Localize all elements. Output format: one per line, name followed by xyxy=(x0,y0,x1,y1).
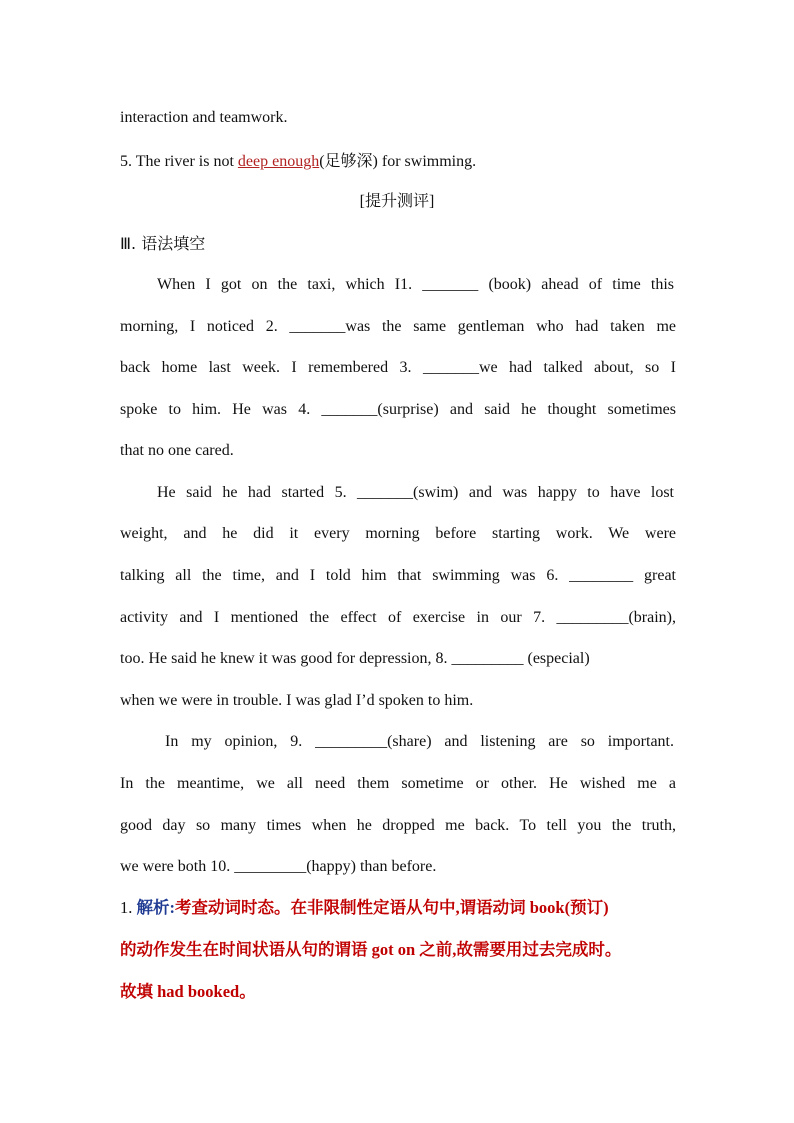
passage-line: activity and I mentioned the effect of exercise in our 7. _________(brain), xyxy=(120,609,676,626)
item-5-prefix: 5. The river is not xyxy=(120,153,238,170)
passage-line: when we were in trouble. I was glad I’d spoken to him. xyxy=(120,692,474,709)
passage-line: spoke to him. He was 4. _______(surprise) and said he thought sometimes xyxy=(120,401,676,418)
passage-line: back home last week. I remembered 3. _______we had talked about, so I xyxy=(120,359,676,376)
passage-line: good day so many times when he dropped me back. To tell you the truth, xyxy=(120,817,676,834)
analysis-label: 解析: xyxy=(136,898,175,917)
passage-line: In my opinion, 9. _________(share) and listening are so important. xyxy=(165,733,674,750)
passage-line: He said he had started 5. _______(swim) and was happy to have lost xyxy=(157,484,674,501)
analysis-line-2: 的动作发生在时间状语从句的谓语 got on 之前,故需要用过去完成时。 xyxy=(120,940,622,959)
passage-line: weight, and he did it every morning before starting work. We were xyxy=(120,525,676,542)
analysis-text-1: 考查动词时态。在非限制性定语从句中,谓语动词 book(预订) xyxy=(175,898,609,917)
section-tag: [提升测评] xyxy=(359,193,435,210)
item-5-answer: deep enough xyxy=(237,153,320,170)
analysis-line-3: 故填 had booked。 xyxy=(120,982,256,1001)
section-title: Ⅲ. 语法填空 xyxy=(120,234,206,253)
item-5-suffix: (足够深) for swimming. xyxy=(319,153,477,170)
analysis-number: 1. xyxy=(120,898,133,917)
passage-line: morning, I noticed 2. _______was the same gentleman who had taken me xyxy=(120,318,676,335)
analysis-line-1 xyxy=(120,898,676,918)
passage-line: talking all the time, and I told him that swimming was 6. ________ great xyxy=(120,567,676,584)
item-5 xyxy=(120,152,676,172)
passage-line: that no one cared. xyxy=(120,442,234,459)
previous-item-fragment: interaction and teamwork. xyxy=(120,109,288,126)
passage-line: When I got on the taxi, which I1. _______ (book) ahead of time this xyxy=(157,276,674,293)
passage-line: too. He said he knew it was good for depression, 8. _________ (especial) xyxy=(120,650,590,667)
passage-line: we were both 10. _________(happy) than before. xyxy=(120,858,437,875)
passage-line: In the meantime, we all need them sometime or other. He wished me a xyxy=(120,775,676,792)
